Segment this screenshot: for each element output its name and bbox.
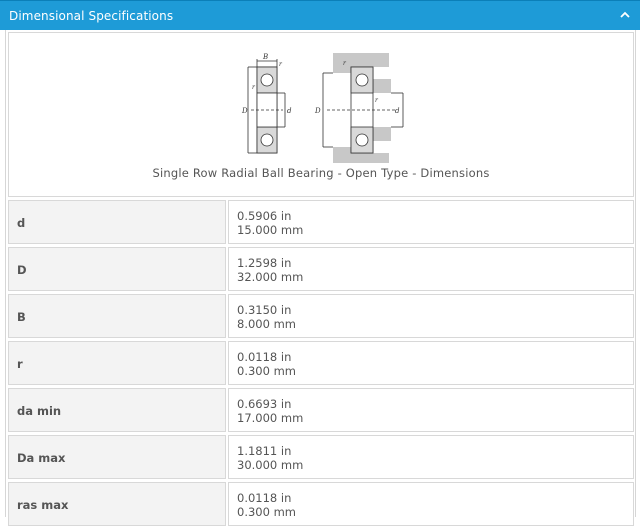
label-ra-mid: r [375, 97, 378, 104]
spec-value-cell [228, 247, 634, 291]
spec-row-ras-max [8, 482, 634, 528]
spec-value-mm: 0.300 mm [237, 505, 296, 519]
spec-label: r [17, 357, 23, 371]
spec-label-cell [8, 200, 226, 244]
spec-label: Da max [17, 451, 66, 465]
label-r-left: r [252, 84, 255, 91]
spec-label-cell [8, 388, 226, 432]
spec-value-cell [228, 200, 634, 244]
spec-value-inches: 0.0118 in [237, 491, 292, 505]
spec-value-mm: 15.000 mm [237, 223, 304, 237]
spec-label: D [17, 263, 27, 277]
spec-row-Da-max [8, 435, 634, 481]
bearing-cross-section-left [248, 59, 285, 153]
spec-value-inches: 0.3150 in [237, 303, 292, 317]
label-da: d [395, 107, 400, 115]
diagram-caption: Single Row Radial Ball Bearing - Open Type - Dimensions [152, 166, 490, 180]
spec-value-inches: 0.0118 in [237, 350, 292, 364]
label-d: d [287, 107, 292, 115]
spec-value-mm: 32.000 mm [237, 270, 304, 284]
spec-value-cell [228, 482, 634, 526]
spec-value-mm: 0.300 mm [237, 364, 296, 378]
spec-label-cell [8, 435, 226, 479]
spec-row-d [8, 200, 634, 246]
spec-value-mm: 8.000 mm [237, 317, 296, 331]
label-r-top: r [279, 61, 282, 68]
spec-value-inches: 1.2598 in [237, 256, 292, 270]
spec-label-cell [8, 482, 226, 526]
bearing-diagram-box [8, 32, 634, 197]
spec-value-cell [228, 388, 634, 432]
label-ra-top: r [343, 60, 346, 67]
chevron-up-icon[interactable] [620, 11, 630, 19]
panel-title: Dimensional Specifications [9, 9, 174, 23]
spec-row-D [8, 247, 634, 293]
panel-header[interactable] [0, 0, 640, 30]
spec-label-cell [8, 247, 226, 291]
spec-row-da-min [8, 388, 634, 434]
bearing-diagram-image [237, 51, 407, 163]
label-B: B [263, 53, 269, 61]
spec-value-cell [228, 294, 634, 338]
spec-label: d [17, 216, 26, 230]
spec-value-mm: 17.000 mm [237, 411, 304, 425]
spec-value-inches: 0.6693 in [237, 397, 292, 411]
spec-value-inches: 0.5906 in [237, 209, 292, 223]
spec-label: B [17, 310, 26, 324]
bearing-mounting-right [323, 53, 403, 163]
spec-value-cell [228, 435, 634, 479]
spec-label-cell [8, 294, 226, 338]
label-Da: D [315, 107, 321, 115]
spec-label: da min [17, 404, 62, 418]
spec-value-cell [228, 341, 634, 385]
spec-label-cell [8, 341, 226, 385]
spec-row-r [8, 341, 634, 387]
label-D: D [242, 107, 248, 115]
spec-row-B [8, 294, 634, 340]
spec-value-inches: 1.1811 in [237, 444, 292, 458]
spec-value-mm: 30.000 mm [237, 458, 304, 472]
spec-label: ras max [17, 498, 69, 512]
